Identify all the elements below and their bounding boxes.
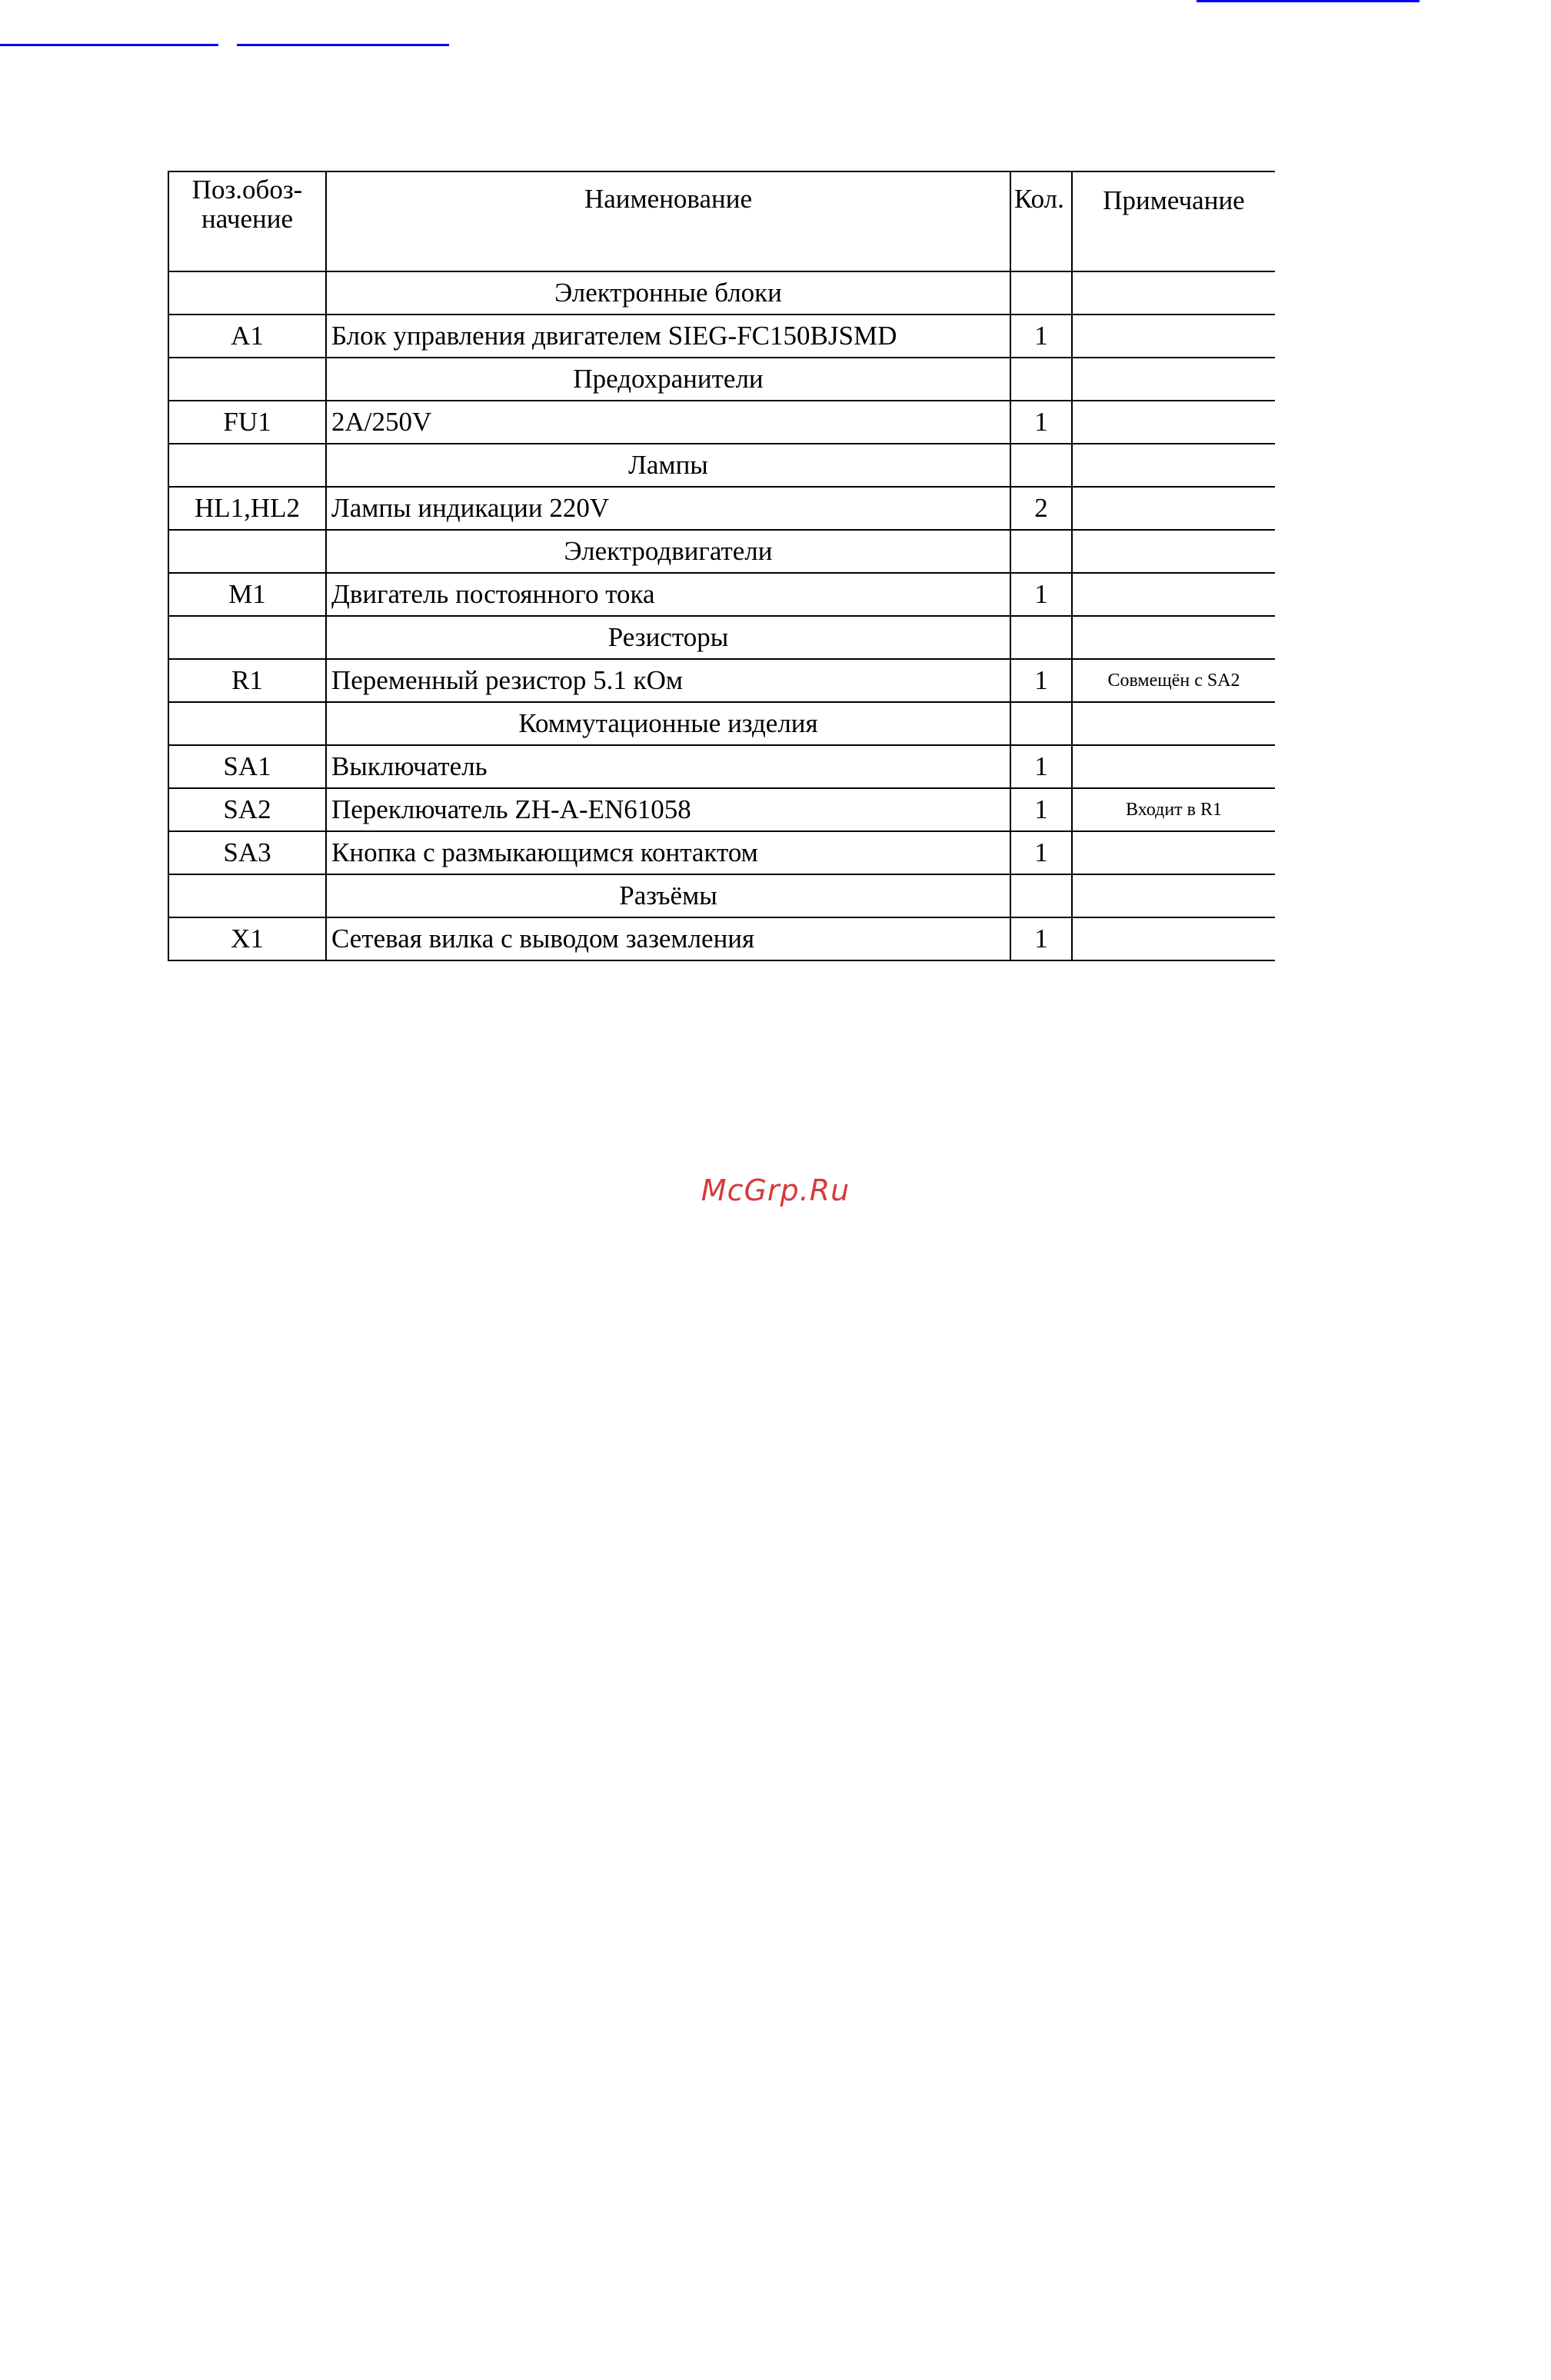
link-underline-left-2[interactable]	[237, 44, 449, 46]
section-row	[168, 271, 1275, 315]
section-row	[168, 358, 1275, 401]
item-note	[1072, 401, 1275, 444]
item-name: Сетевая вилка с выводом заземления	[326, 917, 1010, 960]
section-qty-cell	[1010, 358, 1072, 401]
item-qty: 1	[1010, 831, 1072, 874]
item-name: Выключатель	[326, 745, 1010, 788]
section-qty-cell	[1010, 444, 1072, 487]
item-name: Лампы индикации 220V	[326, 487, 1010, 530]
section-qty-cell	[1010, 616, 1072, 659]
item-pos: SA2	[168, 788, 326, 831]
item-note	[1072, 745, 1275, 788]
section-note-cell	[1072, 530, 1275, 573]
section-note-cell	[1072, 616, 1275, 659]
section-qty-cell	[1010, 702, 1072, 745]
section-pos-cell	[168, 271, 326, 315]
table-row	[168, 573, 1275, 616]
section-pos-cell	[168, 874, 326, 917]
item-name: Блок управления двигателем SIEG-FC150BJSMD	[326, 315, 1010, 358]
table-row	[168, 917, 1275, 960]
section-title: Лампы	[326, 444, 1010, 487]
table-row	[168, 659, 1275, 702]
item-qty: 1	[1010, 788, 1072, 831]
section-title: Предохранители	[326, 358, 1010, 401]
link-underline-right[interactable]	[1197, 0, 1420, 2]
section-title: Разъёмы	[326, 874, 1010, 917]
spec-table	[168, 171, 1275, 961]
item-pos: M1	[168, 573, 326, 616]
item-name: 2A/250V	[326, 401, 1010, 444]
section-row	[168, 874, 1275, 917]
item-name: Переменный резистор 5.1 кОм	[326, 659, 1010, 702]
section-row	[168, 444, 1275, 487]
watermark: McGrp.Ru	[701, 1173, 850, 1207]
table-row	[168, 315, 1275, 358]
section-row	[168, 616, 1275, 659]
item-note: Совмещён с SA2	[1072, 659, 1275, 702]
section-note-cell	[1072, 874, 1275, 917]
item-pos: SA1	[168, 745, 326, 788]
item-note	[1072, 573, 1275, 616]
section-note-cell	[1072, 444, 1275, 487]
section-pos-cell	[168, 702, 326, 745]
item-pos: FU1	[168, 401, 326, 444]
item-pos: HL1,HL2	[168, 487, 326, 530]
item-qty: 1	[1010, 745, 1072, 788]
item-name: Двигатель постоянного тока	[326, 573, 1010, 616]
item-qty: 1	[1010, 401, 1072, 444]
table-row	[168, 401, 1275, 444]
item-note	[1072, 487, 1275, 530]
section-pos-cell	[168, 444, 326, 487]
item-note	[1072, 917, 1275, 960]
section-title: Коммутационные изделия	[326, 702, 1010, 745]
item-note: Входит в R1	[1072, 788, 1275, 831]
item-qty: 1	[1010, 573, 1072, 616]
item-pos: X1	[168, 917, 326, 960]
link-underline-left-1[interactable]	[0, 44, 218, 46]
table-row	[168, 831, 1275, 874]
section-pos-cell	[168, 358, 326, 401]
item-qty: 1	[1010, 659, 1072, 702]
header-qty: Кол.	[1010, 171, 1072, 271]
item-name: Переключатель ZH-A-EN61058	[326, 788, 1010, 831]
section-title: Резисторы	[326, 616, 1010, 659]
item-pos: A1	[168, 315, 326, 358]
section-row	[168, 530, 1275, 573]
item-qty: 1	[1010, 917, 1072, 960]
header-note: Примечание	[1072, 171, 1275, 271]
table-row	[168, 745, 1275, 788]
table-row	[168, 487, 1275, 530]
section-qty-cell	[1010, 874, 1072, 917]
item-qty: 1	[1010, 315, 1072, 358]
section-qty-cell	[1010, 530, 1072, 573]
item-pos: R1	[168, 659, 326, 702]
table-header	[168, 171, 1275, 271]
section-qty-cell	[1010, 271, 1072, 315]
section-row	[168, 702, 1275, 745]
section-pos-cell	[168, 530, 326, 573]
section-title: Электродвигатели	[326, 530, 1010, 573]
item-note	[1072, 315, 1275, 358]
item-qty: 2	[1010, 487, 1072, 530]
section-pos-cell	[168, 616, 326, 659]
header-pos: Поз.обоз-начение	[168, 171, 326, 271]
section-note-cell	[1072, 358, 1275, 401]
item-name: Кнопка с размыкающимся контактом	[326, 831, 1010, 874]
item-note	[1072, 831, 1275, 874]
section-note-cell	[1072, 271, 1275, 315]
section-title: Электронные блоки	[326, 271, 1010, 315]
section-note-cell	[1072, 702, 1275, 745]
item-pos: SA3	[168, 831, 326, 874]
spec-table-body	[168, 171, 1275, 960]
header-name: Наименование	[326, 171, 1010, 271]
table-row	[168, 788, 1275, 831]
